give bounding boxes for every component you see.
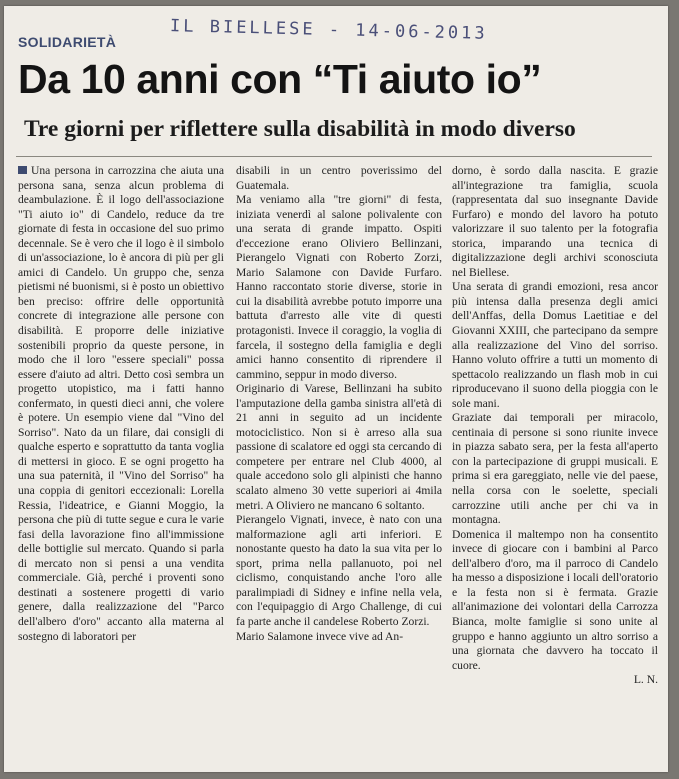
article-paragraph: Pierangelo Vignati, invece, è nato con una malformazione agli arti inferiori. E nonostante questo ha dato la sua vita per lo sport, prima nella pallanuoto, poi nel ciclismo, conquistando anche l'oro alle paralimpiadi di Sidney e infine nella vela, con l'equipaggio di Argo Challenge, di cui fa parte anche il candelese Roberto Zorzi. — [236, 513, 442, 628]
section-label: SOLIDARIETÀ — [18, 34, 117, 50]
article-paragraph: Ma veniamo alla "tre giorni" di festa, iniziata venerdì al salone polivalente con una serata di grande impatto. Ospiti d'eccezione erano Oliviero Bellinzani, Pierangelo Vignati con Roberto Zorzi, Mario Salamone con Davide Furfaro. Hanno raccontato storie diverse, storie in cui la disabilità avrebbe potuto imporre una battuta d'arresto alle vite di questi protagonisti. Invece il coraggio, la voglia di farcela, il sostegno della famiglia e degli amici hanno consentito di riprendere il cammino, seppur in modo diverso. — [236, 193, 442, 381]
section-marker-icon — [18, 166, 27, 174]
subheadline: Tre giorni per riflettere sulla disabilità in modo diverso — [24, 116, 576, 142]
article-column-3 — [452, 164, 658, 688]
article-paragraph: Originario di Varese, Bellinzani ha subito l'amputazione della gamba sinistra all'età di 21 anni in seguito ad un incidente motociclistico. Non si è arreso alla sua passione di scalatore ed oggi sta cercando di competere per entrare nel Club 4000, al quale accedono solo gli alpinisti che hanno scalato almeno 30 vette superiori ai 4mila metri. A Oliviero ne mancano 6 soltanto. — [236, 382, 442, 512]
author-signature: L. N. — [633, 673, 658, 687]
headline: Da 10 anni con “Ti aiuto io” — [18, 56, 542, 102]
article-paragraph: Una serata di grandi emozioni, resa ancor più intensa dalla presenza degli amici dell'Anffas, della Domus Laetitiae e del Giovanni XXIII, che partecipano da sempre alla realizzazione del Vino del sorriso. Hanno voluto offrire a tutti un momento di spettacolo realizzando un flash mob in cui riproducevano il suono della pioggia con le sole mani. — [452, 280, 658, 410]
newspaper-clipping — [4, 6, 668, 772]
article-column-1 — [18, 164, 224, 644]
paragraph-text: Una persona in carrozzina che aiuta una persona sana, senza alcun problema di deambulazione. È il logo dell'associazione "Ti aiuto io" di Candelo, reduce da tre giornate di festa in occasione del suo primo decennale. Se è vero che il logo è il simbolo di un'associazione, lo è ancora di più per gli amici di Candelo. Un gruppo che, senza pietismi né buonismi, si è posto un obiettivo ben preciso: offrire delle opportunità concrete di integrazione alle persone con disabilità. E proporre delle iniziative sostenibili proprio da queste persone, in modo che il loro "essere speciali" possa essere d'aiuto ad altri. Detto così sembra un progetto utopistico, ma i fatti hanno confermato, in questi dieci anni, che volere è potere. Un esempio viene dal "Vino del Sorriso". Nato da un filare, dai consigli di qualche esperto e soprattutto da tanta voglia di mettersi in gioco. E se ogni progetto ha una sua paternità, il "Vino del Sorriso" ha una coppia di genitori eccezionali: Lorella Ressia, l'ideatrice, e Gianni Moggio, la persona che più di tutte segue e cura le varie fasi della lavorazione fino all'immissione delle bottiglie sul mercato. Quando si parla di mercato non si pensi a una vendita commerciale. Già, perché i proventi sono destinati a sostenere progetti di vario genere, dalla realizzazione del "Parco dell'albero d'oro" accanto alla materna al sostegno di laboratori per — [18, 164, 224, 643]
article-paragraph — [18, 164, 224, 644]
article-column-2 — [236, 164, 442, 644]
article-paragraph: dorno, è sordo dalla nascita. E grazie all'integrazione tra famiglia, scuola (rappresentata dal suo insegnante Davide Furfaro) e mondo del lavoro ha potuto valorizzare il suo talento per la fotografia storica, imparando una tecnica di digitalizzazione degli archivi sconosciuta nel Biellese. — [452, 164, 658, 279]
divider-rule — [16, 156, 652, 157]
handwritten-date-note: IL BIELLESE - 14-06-2013 — [169, 16, 488, 44]
article-paragraph: Graziate dai temporali per miracolo, centinaia di persone si sono riunite invece in piazza sabato sera, per la festa all'aperto con la partecipazione di gruppi musicali. E prima si era gareggiato, nelle vie del paese, nella corsa con le soelette, speciali carrozzine utili anche per chi va in montagna. — [452, 411, 658, 527]
article-paragraph: Domenica il maltempo non ha consentito invece di giocare con i bambini al Parco dell'albero d'oro, ma il parroco di Candelo ha messo a disposizione i locali dell'oratorio e la festa non si è fermata. Grazie all'animazione dei volontari della Carrozza Bianca, molte famiglie si sono unite al gruppo e hanno aggiunto un altro sorriso a una giornata che davvero ha toccato il cuore. — [452, 527, 658, 672]
article-paragraph: disabili in un centro poverissimo del Guatemala. — [236, 164, 442, 192]
article-paragraph: Mario Salamone invece vive ad An- — [236, 629, 404, 643]
